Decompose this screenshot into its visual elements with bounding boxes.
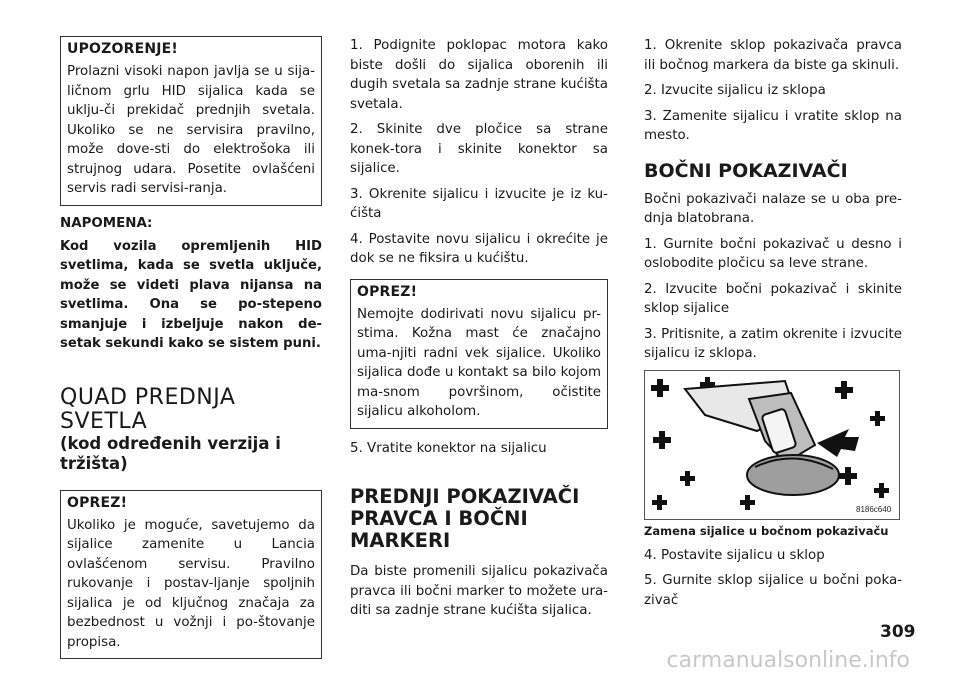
section-subheading-quad: (kod određenih verzija i tržišta) bbox=[60, 433, 281, 473]
caution-box-left bbox=[60, 490, 322, 660]
section-heading-side: BOČNI POKAZIVAČI bbox=[644, 159, 848, 182]
section-heading-line: MARKERI bbox=[350, 529, 451, 552]
bulb-replacement-figure bbox=[644, 370, 900, 520]
note-body: Kod vozila opremljenih HID svetlima, kada se svetla uključe, može se videti plava nijansa na svetlima. Ona se po-stepeno smanjuje i izbeljuje nakon de-setak sekundi kako se sistem puni. bbox=[60, 238, 322, 351]
side-intro: Bočni pokazivači nalaze se u oba pre-dnja blatobrana. bbox=[644, 191, 902, 226]
side-step-3: 3. Pritisnite, a zatim okrenite i izvucite sijalicu iz sklopa. bbox=[644, 326, 902, 361]
step-3: 3. Okrenite sijalicu i izvucite je iz ku-ćišta bbox=[350, 186, 608, 221]
page-number: 309 bbox=[880, 622, 916, 642]
section-heading-line: PRAVCA I BOČNI bbox=[350, 507, 528, 530]
caution-title-middle: OPREZ! bbox=[357, 283, 418, 300]
caution-title-left: OPREZ! bbox=[67, 494, 128, 511]
column-left bbox=[60, 36, 322, 669]
figure-code: 8186c640 bbox=[856, 504, 892, 514]
warning-box bbox=[60, 36, 322, 206]
caution-box-middle bbox=[350, 279, 608, 429]
step-3-marker: 3. Zamenite sijalicu i vratite sklop na mesto. bbox=[644, 108, 902, 143]
side-step-1: 1. Gurnite bočni pokazivač u desno i oslobodite pločicu sa leve strane. bbox=[644, 236, 902, 271]
figure-caption: Zamena sijalice u bočnom pokazivaču bbox=[644, 523, 889, 538]
caution-body-middle: Nemojte dodirivati novu sijalicu pr-stima. Kožna mast će značajno uma-njiti radni vek sijalice. Ukoliko sijalica dođe u kontakt sa bilo kojom ma-snom površinom, očistite sijalicu alkoholom. bbox=[357, 306, 601, 419]
warning-body: Prolazni visoki napon javlja se u sija-ličnom grlu HID sijalica kada se uklju-či prekidač prednjih svetala. Ukoliko se ne servisira pravilno, može dove-sti do elektrošoka ili strujnog udara. Posetite ovlašćeni servis radi servisi-ranja. bbox=[67, 64, 315, 196]
side-step-2: 2. Izvucite bočni pokazivač i skinite sklop sijalice bbox=[644, 281, 902, 316]
step-1-marker: 1. Okrenite sklop pokazivača pravca ili bočnog markera da biste ga skinuli. bbox=[644, 38, 902, 73]
side-step-4: 4. Postavite sijalicu u sklop bbox=[644, 547, 825, 563]
section-heading-indicators bbox=[350, 486, 608, 552]
step-4: 4. Postavite novu sijalicu i okrećite je dok se ne fiksira u kućištu. bbox=[350, 231, 608, 266]
section-heading-line: PREDNJI POKAZIVAČI bbox=[350, 485, 580, 508]
note-title: NAPOMENA: bbox=[60, 215, 153, 231]
step-2-marker: 2. Izvucite sijalicu iz sklopa bbox=[644, 83, 826, 98]
step-1: 1. Podignite poklopac motora kako biste došli do sijalica oborenih ili dugih svetala sa zadnje strane kućišta svetala. bbox=[350, 38, 608, 112]
column-right bbox=[644, 36, 902, 616]
column-middle bbox=[350, 36, 608, 627]
caution-body-left: Ukoliko je moguće, savetujemo da sijalice zamenite u Lancia ovlašćenom servisu. Pravilno rukovanje i postav-ljanje spoljnih sijalica je od ključnog značaja za bezbednost u vožnji i po-štovanje propisa. bbox=[67, 517, 315, 650]
watermark: carmanualsonline.info bbox=[666, 648, 910, 673]
step-5: 5. Vratite konektor na sijalicu bbox=[350, 440, 547, 456]
section-heading-quad: QUAD PREDNJA SVETLA bbox=[60, 384, 236, 434]
warning-title: UPOZORENJE! bbox=[67, 41, 179, 57]
step-2: 2. Skinite dve pločice sa strane konek-tora i skinite konektor sa sijalice. bbox=[350, 122, 608, 176]
bulb-illustration bbox=[645, 371, 899, 519]
section-body-indicators: Da biste promenili sijalicu pokazivača pravca ili bočni marker to možete ura-diti sa zadnje strane kućišta sijalica. bbox=[350, 564, 608, 618]
side-step-5: 5. Gurnite sklop sijalice u bočni poka-zivač bbox=[644, 573, 902, 608]
